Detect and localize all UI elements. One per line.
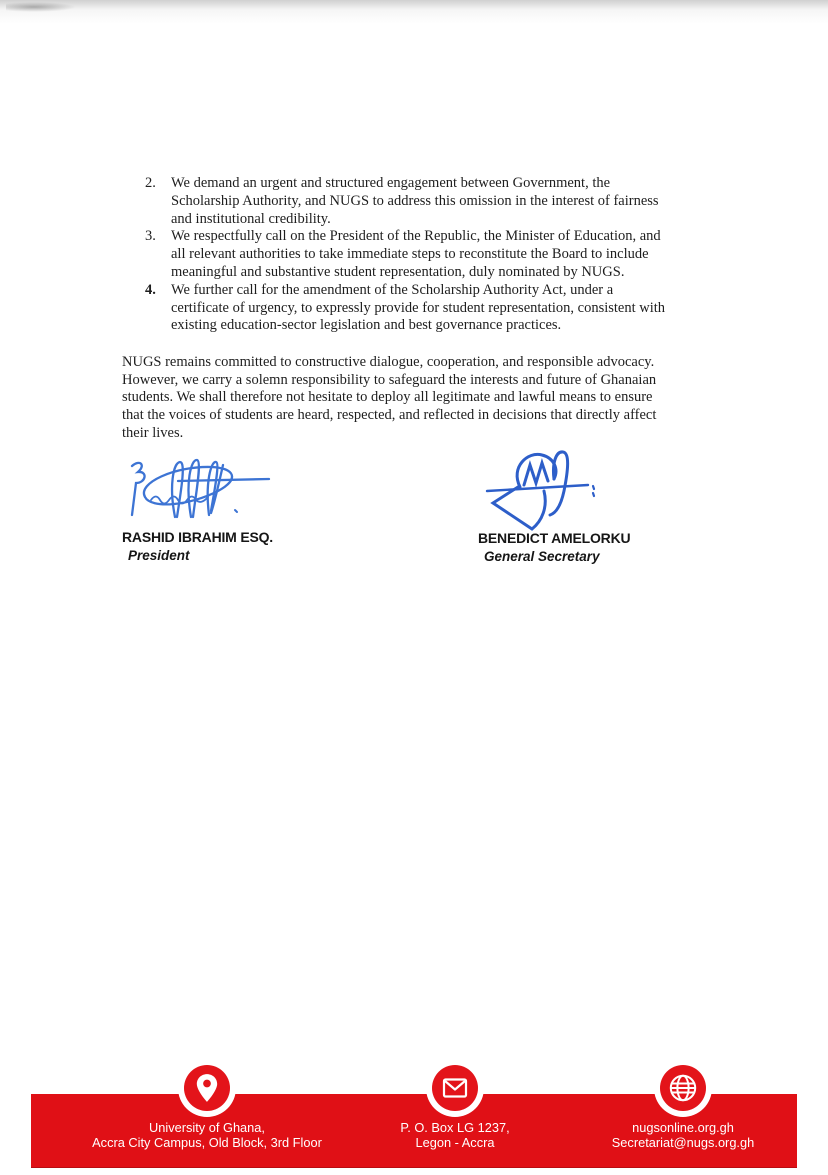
list-item [145, 282, 720, 335]
location-badge [178, 1059, 236, 1117]
globe-icon [660, 1065, 706, 1111]
list-number: 4. [145, 281, 156, 298]
scan-shadow-top [0, 0, 828, 24]
text-line: We demand an urgent and structured engagement between Government, the [171, 175, 611, 191]
scan-smudge [6, 2, 76, 12]
closing-paragraph [122, 354, 762, 443]
text-line: meaningful and substantive student representation, duly nominated by NUGS. [171, 263, 625, 280]
text-line: We respectfully call on the President of the Republic, the Minister of Education, and [171, 228, 661, 245]
general-secretary-name: BENEDICT AMELORKU [478, 530, 631, 546]
text-line: NUGS remains committed to constructive dialogue, cooperation, and responsible advocacy. [122, 354, 655, 370]
text-line: and institutional credibility. [171, 210, 331, 227]
text-line: Scholarship Authority, and NUGS to address this omission in the interest of fairness [171, 192, 659, 209]
list-item-text [171, 175, 720, 228]
text-line: existing education-sector legislation and best governance practices. [171, 317, 562, 334]
text-line: P. O. Box LG 1237, [400, 1120, 510, 1135]
president-title: President [128, 548, 190, 563]
list-item [145, 228, 720, 281]
list-item-text [171, 228, 720, 281]
text-line: Legon - Accra [415, 1134, 495, 1150]
list-item-text [171, 282, 720, 335]
footer-web-contacts [513, 1121, 828, 1151]
location-pin-icon [184, 1065, 230, 1111]
text-line: Accra City Campus, Old Block, 3rd Floor [92, 1134, 322, 1150]
text-line: University of Ghana, [149, 1120, 265, 1135]
web-badge [654, 1059, 712, 1117]
president-name: RASHID IBRAHIM ESQ. [122, 529, 273, 545]
general-secretary-signature [484, 447, 598, 535]
list-item [145, 175, 720, 228]
text-line: Secretariat@nugs.org.gh [611, 1134, 755, 1150]
president-signature [123, 453, 275, 529]
text-line: certificate of urgency, to expressly provide for student representation, consistent with [171, 299, 666, 316]
text-line: all relevant authorities to take immediate steps to reconstitute the Board to include [171, 246, 649, 263]
text-line: students. We shall therefore not hesitate to deploy all legitimate and lawful means to ensure [122, 389, 653, 406]
list-number: 2. [145, 175, 156, 191]
text-line: nugsonline.org.gh [632, 1120, 734, 1135]
text-line: We further call for the amendment of the Scholarship Authority Act, under a [171, 281, 614, 298]
text-line: However, we carry a solemn responsibility to safeguard the interests and future of Ghanaian [122, 371, 657, 388]
text-line: that the voices of students are heard, respected, and reflected in decisions that directly affect [122, 407, 657, 424]
text-line: their lives. [122, 424, 184, 441]
list-number: 3. [145, 228, 156, 245]
envelope-icon [432, 1065, 478, 1111]
mail-badge [426, 1059, 484, 1117]
general-secretary-title: General Secretary [484, 549, 600, 564]
demands-list [145, 175, 720, 335]
